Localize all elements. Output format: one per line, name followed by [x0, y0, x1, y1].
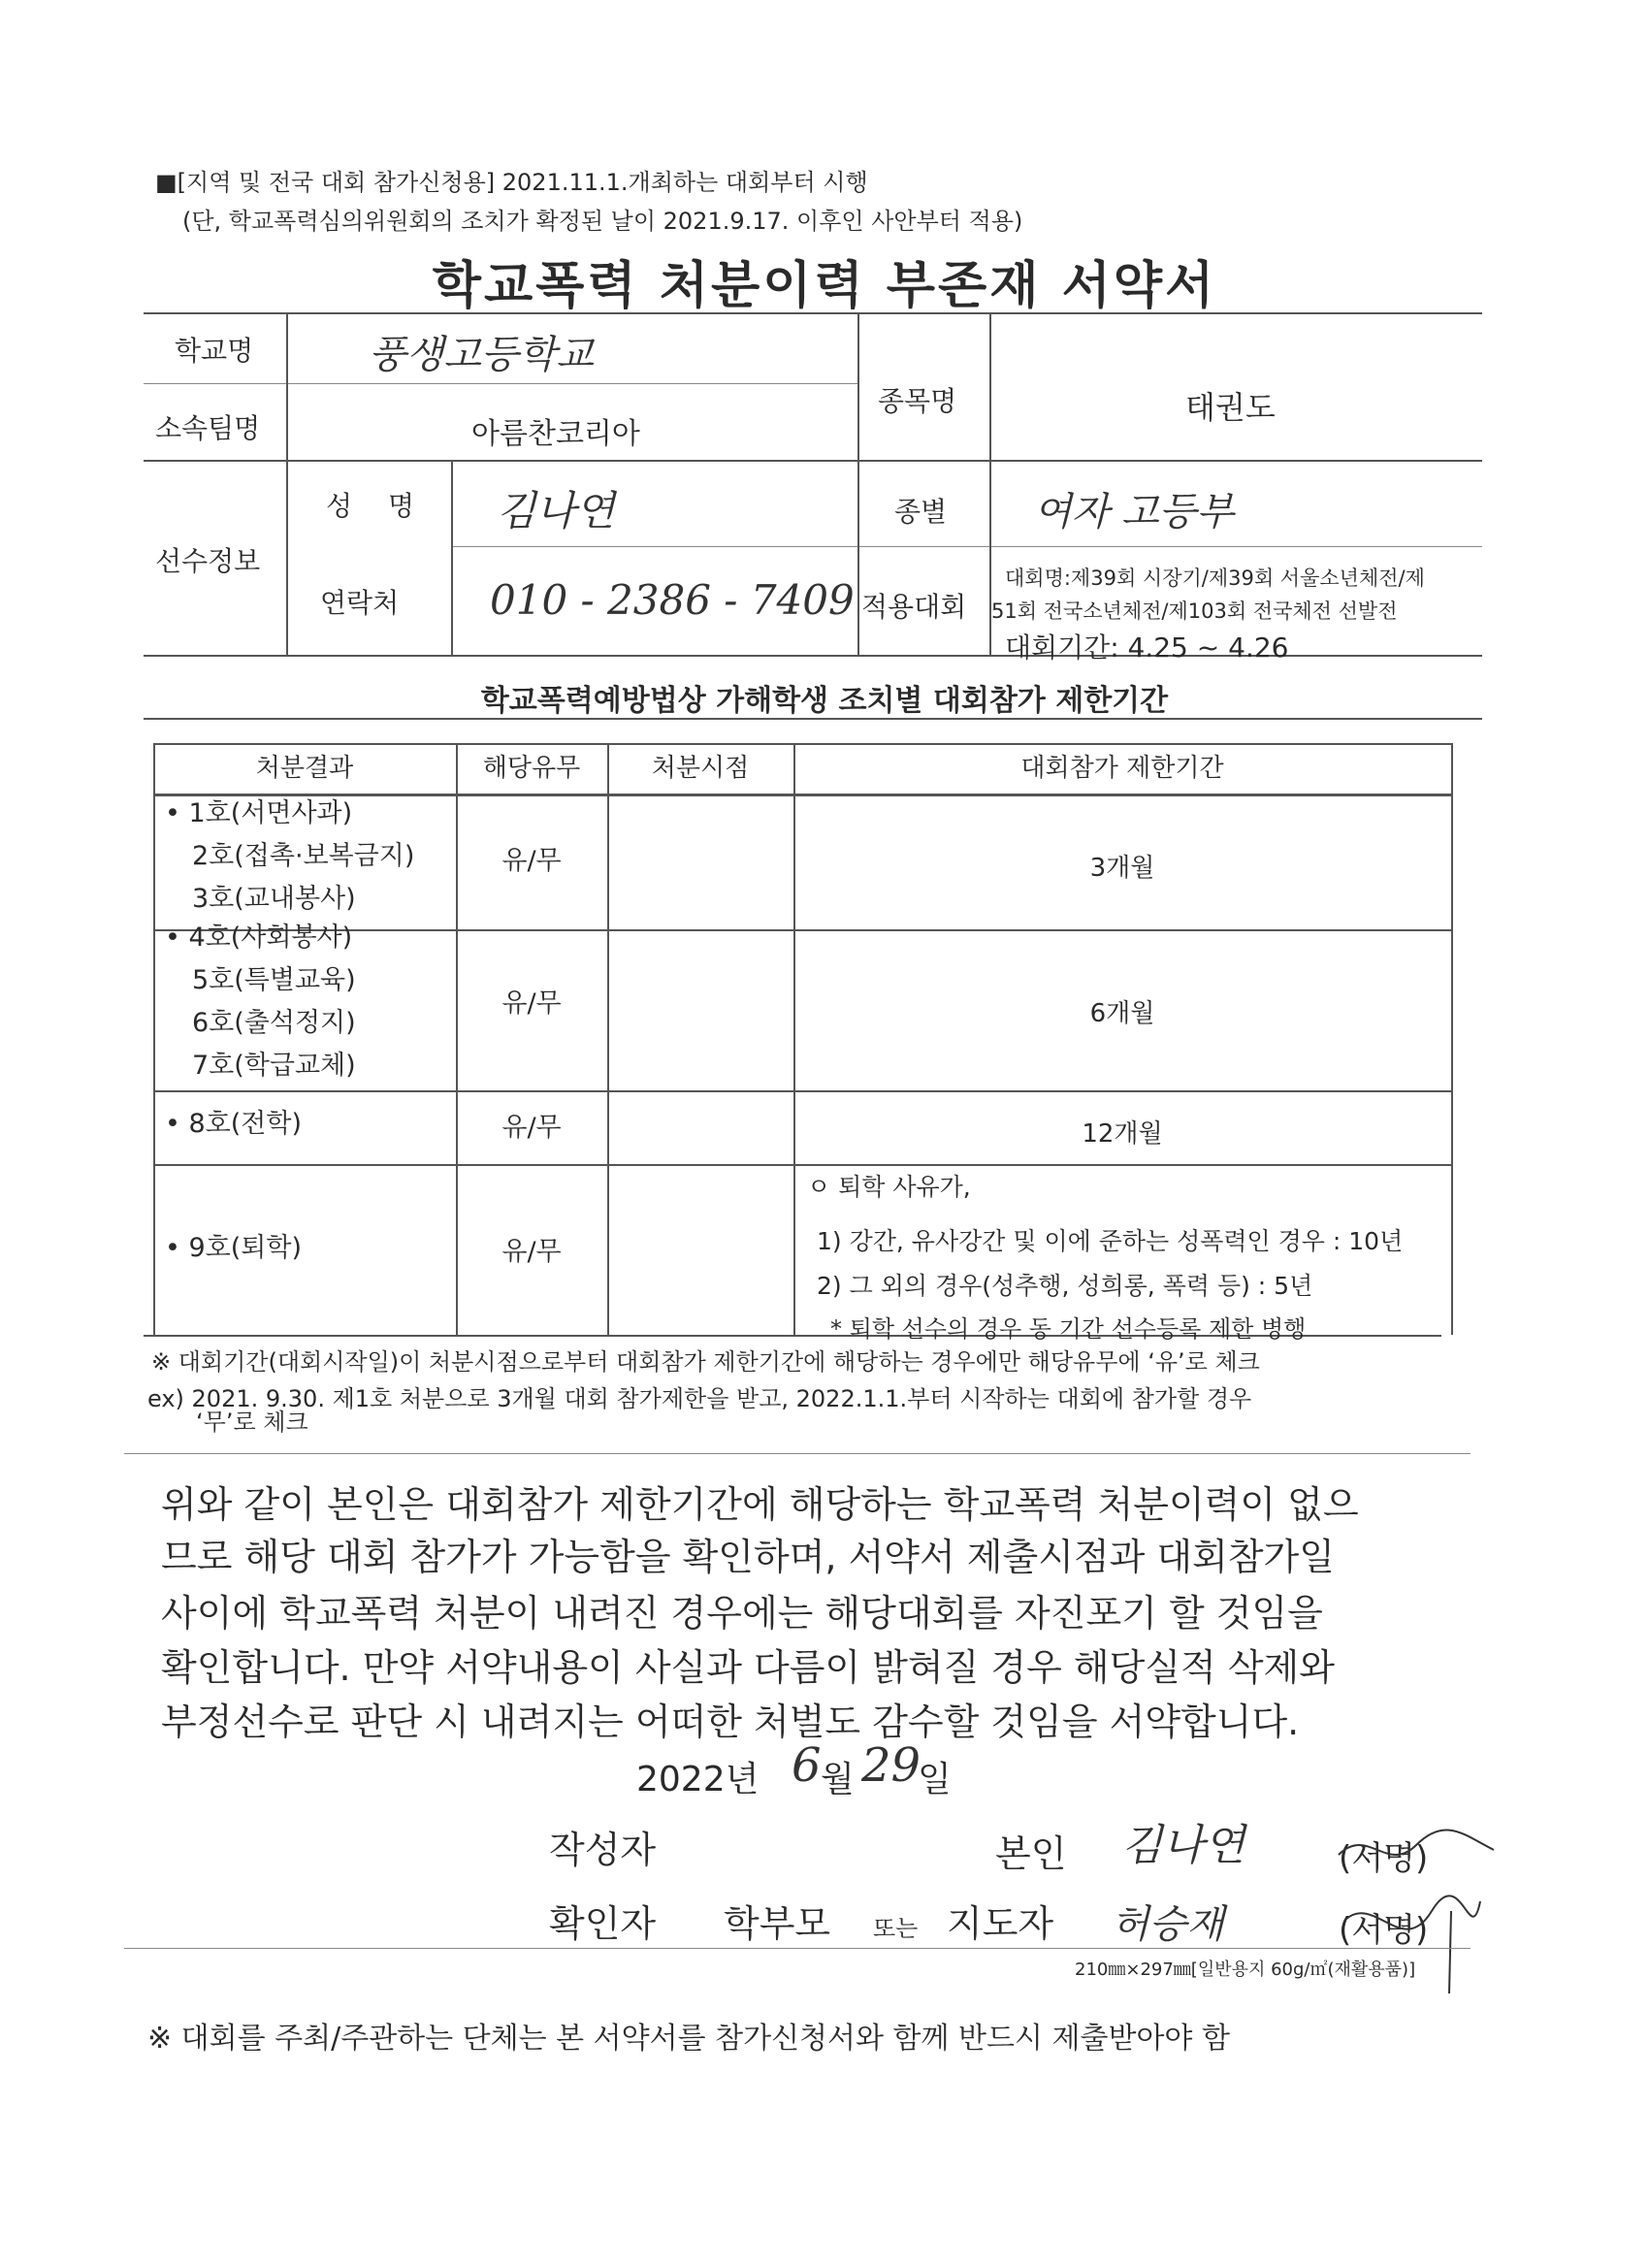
row4-period-line-2: 1) 강간, 유사강간 및 이에 준하는 성폭력인 경우 : 10년 [817, 1227, 1404, 1255]
row2-item-4: 7호(학급교체) [192, 1051, 356, 1081]
or-label: 또는 [873, 1915, 919, 1942]
header-line-2: (단, 학교폭력심의위원회의 조치가 확정된 날이 2021.9.17. 이후인 사안부터 적용) [182, 208, 1023, 235]
self-signature-label: (서명) [1339, 1839, 1429, 1878]
row4-period-line-1: ㅇ 퇴학 사유가, [807, 1173, 971, 1201]
coach-label: 지도자 [947, 1902, 1054, 1945]
row1-period: 3개월 [1089, 854, 1155, 883]
pledge-line-3: 사이에 학교폭력 처분이 내려진 경우에는 해당대회를 자진포기 할 것임을 [161, 1592, 1323, 1635]
row1-item-1: • 1호(서면사과) [165, 798, 353, 828]
restriction-table-right [1451, 743, 1453, 1335]
sport-label: 종목명 [878, 385, 957, 417]
row3-period: 12개월 [1082, 1119, 1163, 1149]
restriction-heading-underline [144, 718, 1482, 720]
restriction-row-divider-3 [153, 1164, 1451, 1166]
row2-applicable: 유/무 [501, 988, 562, 1019]
info-row-divider-1 [144, 383, 857, 384]
restriction-col-divider-3 [793, 743, 795, 1335]
row2-period: 6개월 [1089, 999, 1155, 1028]
sport-value: 태권도 [1185, 389, 1276, 426]
category-label: 종별 [894, 496, 948, 528]
info-row-divider-3 [451, 546, 1482, 547]
row4-applicable: 유/무 [501, 1237, 562, 1267]
date-month: 6 [792, 1738, 822, 1793]
column-header-applicable: 해당유무 [482, 754, 581, 783]
restriction-row-divider-2 [153, 1090, 1451, 1092]
row4-item-1: • 9호(퇴학) [165, 1233, 302, 1263]
info-row-divider-2 [144, 460, 1482, 462]
category-value: 여자 고등부 [1034, 490, 1234, 535]
writer-label: 작성자 [549, 1829, 657, 1871]
note-example-cont: ‘무’로 체크 [196, 1409, 308, 1436]
info-table-top-border [144, 312, 1482, 314]
note-example: ex) 2021. 9.30. 제1호 처분으로 3개월 대회 참가제한을 받고, 2022.1.1.부터 시작하는 대회에 참가할 경우 [147, 1385, 1252, 1412]
event-period: 대회기간: 4.25 ~ 4.26 [1005, 632, 1289, 664]
pledge-line-2: 므로 해당 대회 참가가 가능함을 확인하며, 서약서 제출시점과 대회참가일 [161, 1536, 1335, 1578]
event-name-line-1: 대회명:제39회 시장기/제39회 서울소년체전/제 [1005, 567, 1425, 590]
restriction-table-left [153, 743, 155, 1335]
self-signature-scribble [1329, 1816, 1504, 1884]
row1-item-3: 3호(교내봉사) [192, 884, 356, 914]
row2-item-3: 6호(출석정지) [192, 1008, 356, 1038]
row2-item-2: 5호(특별교육) [192, 965, 356, 995]
coach-signature-label: (서명) [1339, 1911, 1429, 1950]
coach-name: 허승재 [1112, 1902, 1224, 1947]
school-value: 풍생고등학교 [369, 333, 594, 377]
player-info-label: 선수정보 [155, 545, 261, 577]
name-label: 성 명 [326, 490, 428, 522]
self-name: 김나연 [1121, 1821, 1245, 1870]
page-title: 학교폭력 처분이력 부존재 서약서 [432, 257, 1217, 315]
team-value: 아름찬코리아 [471, 417, 640, 451]
team-label: 소속팀명 [155, 412, 261, 444]
pledge-line-5: 부정선수로 판단 시 내려지는 어떠한 처벌도 감수할 것임을 서약합니다. [161, 1701, 1300, 1743]
contact-label: 연락처 [320, 587, 400, 619]
info-col-divider-2 [451, 460, 453, 655]
row4-period-line-3: 2) 그 외의 경우(성추행, 성희롱, 폭력 등) : 5년 [817, 1272, 1313, 1300]
school-label: 학교명 [175, 335, 254, 367]
pledge-line-1: 위와 같이 본인은 대회참가 제한기간에 해당하는 학교폭력 처분이력이 없으 [161, 1483, 1359, 1526]
row4-period-line-4: * 퇴학 선수의 경우 동 기간 선수등록 제한 병행 [830, 1315, 1307, 1343]
event-label: 적용대회 [861, 591, 967, 623]
parent-label: 학부모 [724, 1902, 831, 1945]
notes-divider [124, 1453, 1471, 1454]
info-col-divider-1 [286, 312, 288, 655]
row3-applicable: 유/무 [501, 1113, 562, 1143]
name-value: 김나연 [497, 487, 615, 535]
event-name-line-2: 51회 전국소년체전/제103회 전국체전 선발전 [991, 599, 1398, 623]
coach-signature-scribble [1335, 1892, 1490, 1998]
date-day-label: 일 [918, 1760, 952, 1799]
date-year: 2022년 [636, 1760, 760, 1799]
column-header-time: 처분시점 [651, 754, 750, 783]
row3-item-1: • 8호(전학) [165, 1109, 302, 1139]
note-condition: ※ 대회기간(대회시작일)이 처분시점으로부터 대회참가 제한기간에 해당하는 경우에만 해당유무에 ‘유’로 체크 [151, 1348, 1260, 1376]
date-month-label: 월 [821, 1760, 855, 1799]
pledge-line-4: 확인합니다. 만약 서약내용이 사실과 다름이 밝혀질 경우 해당실적 삭제와 [161, 1646, 1335, 1689]
header-line-1: ■[지역 및 전국 대회 참가신청용] 2021.11.1.개최하는 대회부터 시행 [155, 169, 868, 196]
footer-note: ※ 대회를 주최/주관하는 단체는 본 서약서를 참가신청서와 함께 반드시 제출받아야 함 [147, 2022, 1230, 2056]
contact-value: 010 - 2386 - 7409 [490, 576, 855, 624]
restriction-col-divider-2 [607, 743, 609, 1335]
row2-item-1: • 4호(사회봉사) [165, 923, 353, 953]
confirm-label: 확인자 [549, 1902, 657, 1945]
self-label: 본인 [995, 1832, 1067, 1875]
column-header-result: 처분결과 [255, 754, 354, 783]
restriction-heading: 학교폭력예방법상 가해학생 조치별 대회참가 제한기간 [480, 684, 1169, 718]
paper-spec: 210㎜×297㎜[일반용지 60g/㎡(재활용품)] [1075, 1960, 1416, 1980]
row1-applicable: 유/무 [501, 846, 562, 876]
signature-divider [124, 1948, 1471, 1949]
date-day: 29 [861, 1738, 922, 1793]
row1-item-2: 2호(접촉·보복금지) [192, 841, 415, 871]
info-col-divider-3 [857, 312, 859, 655]
column-header-period: 대회참가 제한기간 [1020, 754, 1224, 783]
